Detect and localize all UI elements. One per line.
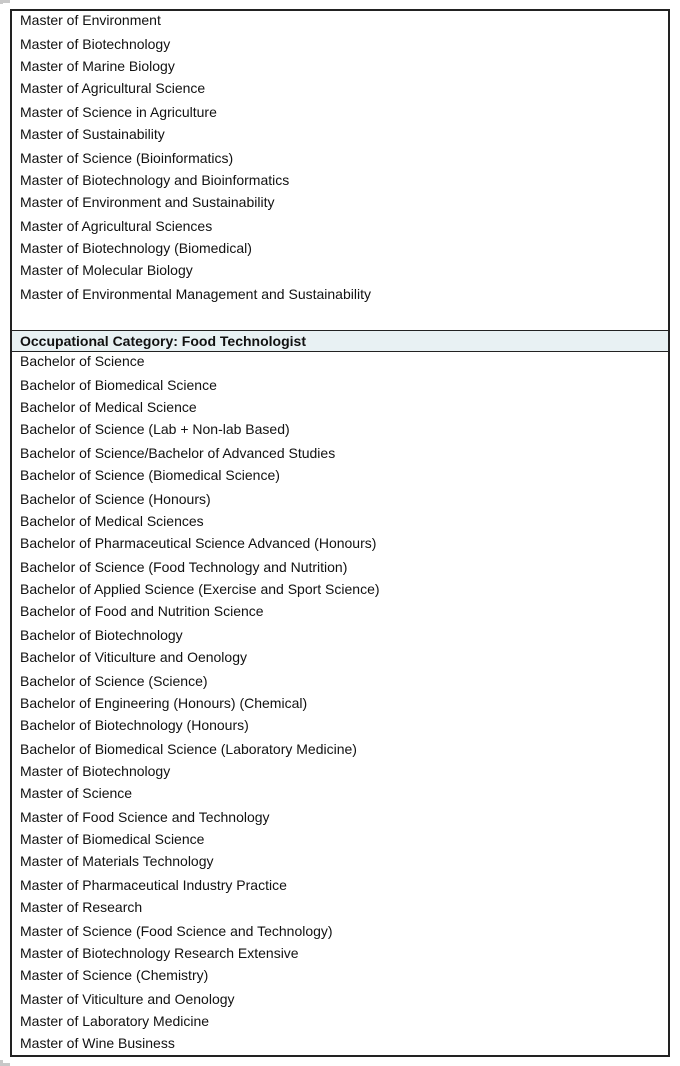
qualification-item: Master of Science in Agriculture [20,104,217,120]
qualification-item: Master of Biotechnology Research Extensive [20,945,299,961]
qualification-item: Master of Materials Technology [20,853,214,869]
qualification-item: Master of Biotechnology [20,763,171,779]
qualification-item: Bachelor of Medical Sciences [20,513,204,529]
qualification-item: Bachelor of Science (Biomedical Science) [20,467,280,483]
qualification-item: Bachelor of Biotechnology (Honours) [20,717,249,733]
qualification-item: Master of Wine Business [20,1035,175,1051]
qualification-item: Bachelor of Medical Science [20,399,197,415]
qualification-item: Bachelor of Science/Bachelor of Advanced Studies [20,445,336,461]
qualification-item: Master of Agricultural Sciences [20,218,213,234]
qualification-item: Master of Science (Bioinformatics) [20,150,234,166]
qualification-item: Master of Environmental Management and Sustainability [20,286,371,302]
qualification-list-food-technologist [12,353,668,1055]
qualification-item: Bachelor of Viticulture and Oenology [20,649,247,665]
qualification-item: Master of Environment [20,12,161,28]
qualification-item: Bachelor of Biomedical Science (Laboratory Medicine) [20,741,357,757]
qualification-item: Master of Food Science and Technology [20,809,270,825]
qualification-item: Bachelor of Engineering (Honours) (Chemical) [20,695,308,711]
qualification-item: Bachelor of Science (Food Technology and Nutrition) [20,559,348,575]
qualification-item: Master of Research [20,899,143,915]
qualification-item: Master of Biomedical Science [20,831,205,847]
qualification-item: Master of Agricultural Science [20,80,206,96]
qualification-item: Master of Science (Food Science and Technology) [20,923,333,939]
category-label: Occupational Category: Food Technologist [20,333,306,349]
qualification-item: Bachelor of Science [20,353,145,369]
qualification-item: Master of Pharmaceutical Industry Practice [20,877,287,893]
qualification-item: Bachelor of Science (Honours) [20,491,211,507]
qualification-item: Bachelor of Applied Science (Exercise and Sport Science) [20,581,380,597]
qualification-item: Master of Biotechnology [20,36,171,52]
qualification-item: Bachelor of Biotechnology [20,627,183,643]
qualification-list-previous [12,11,668,331]
qualification-item: Bachelor of Food and Nutrition Science [20,603,264,619]
qualification-item: Master of Viticulture and Oenology [20,991,235,1007]
qualification-item: Bachelor of Science (Science) [20,673,208,689]
qualification-item: Bachelor of Pharmaceutical Science Advanced (Honours) [20,535,377,551]
qualification-item: Master of Science [20,785,133,801]
qualification-item: Bachelor of Biomedical Science [20,377,217,393]
category-header-row [12,331,668,352]
qualification-item: Master of Marine Biology [20,58,175,74]
page-corner-mark [0,1060,10,1066]
qualification-item: Master of Science (Chemistry) [20,967,209,983]
qualification-item: Master of Sustainability [20,126,165,142]
qualification-item: Master of Molecular Biology [20,262,193,278]
qualification-item: Bachelor of Science (Lab + Non-lab Based) [20,421,290,437]
qualification-item: Master of Laboratory Medicine [20,1013,210,1029]
qualification-item: Master of Biotechnology and Bioinformatics [20,172,290,188]
page-corner-mark [0,0,10,4]
qualifications-table [10,9,670,1057]
qualification-item: Master of Environment and Sustainability [20,194,275,210]
qualification-item: Master of Biotechnology (Biomedical) [20,240,252,256]
